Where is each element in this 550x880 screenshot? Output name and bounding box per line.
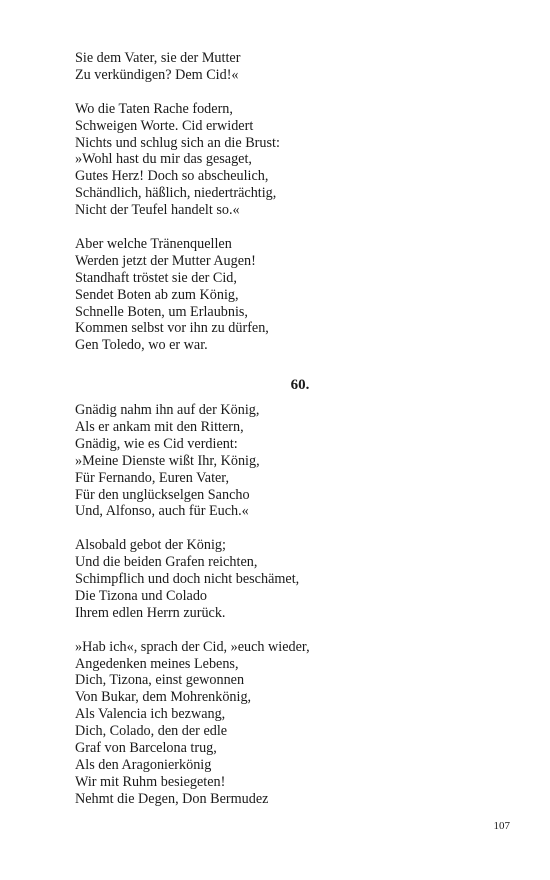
verse-line: »Wohl hast du mir das gesaget, — [75, 151, 252, 168]
verse-line: Gnädig nahm ihn auf der König, — [75, 402, 260, 418]
stanza-gap — [75, 84, 475, 101]
stanza-gap — [75, 622, 475, 639]
verse-line: Als Valencia ich bezwang, — [75, 706, 226, 723]
verse-line: Schimpflich und doch nicht beschämet, — [75, 571, 300, 588]
verse-line: Als den Aragonierkönig — [75, 757, 212, 773]
verse-line: »Hab ich«, sprach der Cid, »euch wieder, — [75, 638, 310, 655]
verse-line: Sendet Boten ab zum König, — [75, 286, 239, 303]
verse-line: Angedenken meines Lebens, — [75, 655, 239, 672]
verse-line: Die Tizona und Colado — [75, 587, 208, 604]
page-number: 107 — [493, 820, 510, 832]
verse-line: Standhaft tröstet sie der Cid, — [75, 269, 237, 286]
verse-line: Zu verkündigen? Dem Cid!« — [75, 66, 239, 83]
verse-line: Schnelle Boten, um Erlaubnis, — [75, 303, 248, 320]
verse-line: Schändlich, häßlich, niederträchtig, — [75, 185, 277, 202]
stanza-gap — [75, 219, 475, 236]
verse-line: Und, Alfonso, auch für Euch.« — [75, 503, 249, 520]
verse-line: Wir mit Ruhm besiegeten! — [75, 773, 226, 790]
verse-line: Gutes Herz! Doch so abscheulich, — [75, 168, 269, 185]
verse-line: Gen Toledo, wo er war. — [75, 337, 208, 354]
verse-line: Nehmt die Degen, Don Bermudez — [75, 790, 269, 807]
verse-line: »Meine Dienste wißt Ihr, König, — [75, 452, 260, 469]
verse-line: Nichts und schlug sich an die Brust: — [75, 134, 280, 151]
verse-line: Dich, Colado, den der edle — [75, 723, 228, 740]
verse-line: Von Bukar, dem Mohrenkönig, — [75, 689, 252, 706]
verse-line: Aber welche Tränenquellen — [75, 235, 232, 252]
verse-line: Für den unglückselgen Sancho — [75, 486, 250, 503]
verse-line: Und die beiden Grafen reichten, — [75, 554, 258, 571]
stanza-gap — [75, 520, 475, 537]
verse-line: Gnädig, wie es Cid verdient: — [75, 435, 238, 452]
verse-line: Für Fernando, Euren Vater, — [75, 469, 230, 486]
verse-line: Graf von Barcelona trug, — [75, 740, 217, 757]
verse-line: Schweigen Worte. Cid erwidert — [75, 117, 254, 134]
verse-line: Wo die Taten Rache fodern, — [75, 100, 233, 117]
poem-block-lower — [75, 402, 475, 808]
verse-line: Sie dem Vater, sie der Mutter — [75, 50, 241, 66]
verse-line: Dich, Tizona, einst gewonnen — [75, 672, 245, 689]
verse-line: Ihrem edlen Herrn zurück. — [75, 604, 226, 621]
verse-line: Nicht der Teufel handelt so.« — [75, 202, 240, 219]
poem-block-upper — [75, 50, 475, 354]
verse-line: Alsobald gebot der König; — [75, 537, 226, 554]
section-heading: 60. — [290, 377, 310, 393]
verse-line: Werden jetzt der Mutter Augen! — [75, 252, 256, 269]
verse-line: Kommen selbst vor ihn zu dürfen, — [75, 320, 269, 337]
verse-line: Als er ankam mit den Rittern, — [75, 418, 244, 435]
